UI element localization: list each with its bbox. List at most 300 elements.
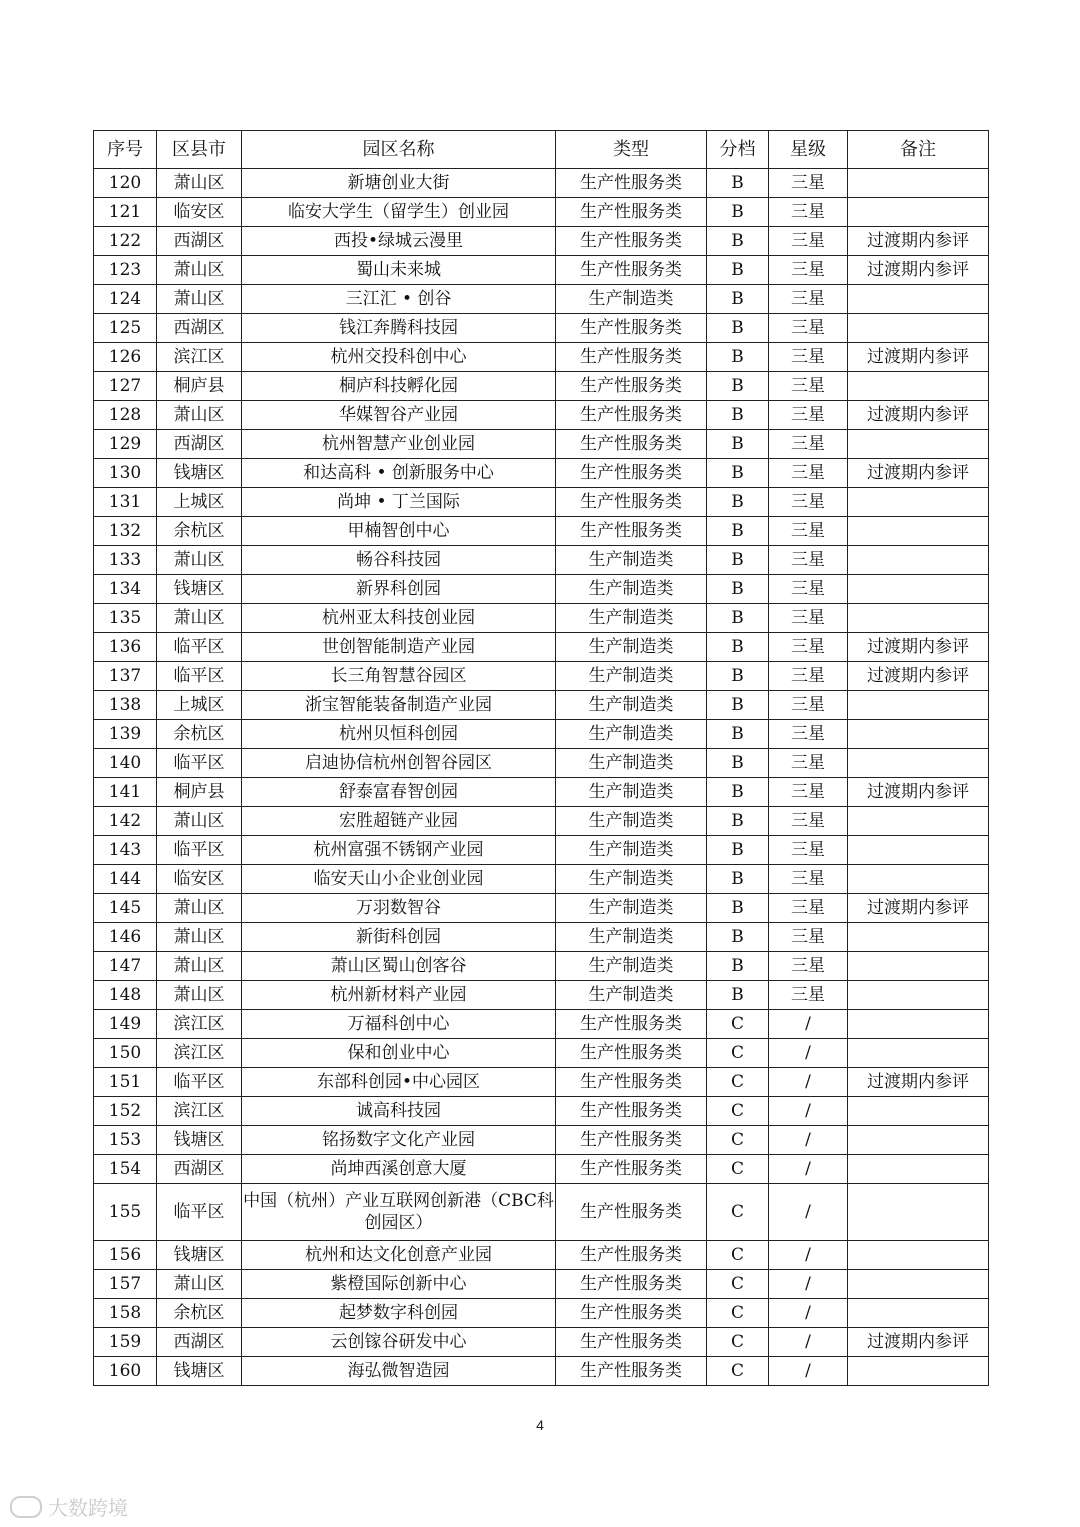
cell-index: 132	[94, 517, 157, 546]
header-type: 类型	[556, 131, 707, 169]
cell-remark	[848, 1241, 989, 1270]
cell-tier: B	[707, 604, 769, 633]
cell-remark	[848, 923, 989, 952]
cell-index: 142	[94, 807, 157, 836]
cell-district: 钱塘区	[157, 575, 242, 604]
cell-remark	[848, 952, 989, 981]
cell-star-level: 三星	[769, 401, 848, 430]
cell-park-name: 萧山区蜀山创客谷	[242, 952, 556, 981]
cell-index: 143	[94, 836, 157, 865]
cell-type: 生产制造类	[556, 749, 707, 778]
cell-tier: B	[707, 662, 769, 691]
cell-tier: B	[707, 314, 769, 343]
cell-district: 钱塘区	[157, 1241, 242, 1270]
cell-type: 生产性服务类	[556, 343, 707, 372]
table-row	[94, 778, 989, 807]
cell-remark	[848, 1357, 989, 1386]
cell-type: 生产性服务类	[556, 459, 707, 488]
cell-tier: B	[707, 430, 769, 459]
cell-remark	[848, 488, 989, 517]
cell-type: 生产制造类	[556, 894, 707, 923]
cell-index: 150	[94, 1039, 157, 1068]
cell-remark	[848, 1010, 989, 1039]
cell-park-name: 西投•绿城云漫里	[242, 227, 556, 256]
cell-district: 萧山区	[157, 604, 242, 633]
cell-type: 生产性服务类	[556, 1039, 707, 1068]
cell-type: 生产制造类	[556, 807, 707, 836]
cell-type: 生产性服务类	[556, 1357, 707, 1386]
cell-tier: C	[707, 1241, 769, 1270]
cell-remark	[848, 1184, 989, 1241]
cell-star-level: 三星	[769, 807, 848, 836]
cell-type: 生产性服务类	[556, 1299, 707, 1328]
table-row	[94, 1068, 989, 1097]
cell-star-level: 三星	[769, 633, 848, 662]
cell-park-name: 启迪协信杭州创智谷园区	[242, 749, 556, 778]
cell-park-name: 钱江奔腾科技园	[242, 314, 556, 343]
cell-star-level: 三星	[769, 981, 848, 1010]
cell-district: 钱塘区	[157, 1357, 242, 1386]
cell-star-level: 三星	[769, 691, 848, 720]
cell-type: 生产制造类	[556, 633, 707, 662]
table-row	[94, 1299, 989, 1328]
cell-star-level: 三星	[769, 865, 848, 894]
cell-tier: B	[707, 488, 769, 517]
cell-district: 临平区	[157, 662, 242, 691]
cell-district: 滨江区	[157, 1097, 242, 1126]
cell-star-level: 三星	[769, 256, 848, 285]
cell-remark	[848, 430, 989, 459]
table-row	[94, 1328, 989, 1357]
cell-type: 生产制造类	[556, 662, 707, 691]
table-row	[94, 1357, 989, 1386]
cell-remark	[848, 314, 989, 343]
cell-district: 滨江区	[157, 1039, 242, 1068]
cell-type: 生产制造类	[556, 720, 707, 749]
cell-star-level: 三星	[769, 517, 848, 546]
table-row	[94, 952, 989, 981]
cell-remark	[848, 372, 989, 401]
cell-remark: 过渡期内参评	[848, 662, 989, 691]
cell-type: 生产性服务类	[556, 198, 707, 227]
cell-tier: C	[707, 1126, 769, 1155]
cell-index: 145	[94, 894, 157, 923]
cell-tier: B	[707, 169, 769, 198]
cell-district: 桐庐县	[157, 372, 242, 401]
cell-district: 萧山区	[157, 1270, 242, 1299]
cell-district: 西湖区	[157, 227, 242, 256]
cell-type: 生产性服务类	[556, 372, 707, 401]
cell-remark	[848, 749, 989, 778]
table-row	[94, 430, 989, 459]
cell-park-name: 畅谷科技园	[242, 546, 556, 575]
cell-star-level: 三星	[769, 227, 848, 256]
cell-district: 西湖区	[157, 1328, 242, 1357]
cell-type: 生产性服务类	[556, 1270, 707, 1299]
table-row	[94, 720, 989, 749]
cell-district: 临安区	[157, 198, 242, 227]
cell-type: 生产性服务类	[556, 488, 707, 517]
cell-park-name: 浙宝智能装备制造产业园	[242, 691, 556, 720]
cell-type: 生产制造类	[556, 952, 707, 981]
cell-park-name: 海弘微智造园	[242, 1357, 556, 1386]
cell-district: 西湖区	[157, 430, 242, 459]
cell-index: 154	[94, 1155, 157, 1184]
cell-park-name: 临安天山小企业创业园	[242, 865, 556, 894]
cell-park-name: 长三角智慧谷园区	[242, 662, 556, 691]
cell-type: 生产性服务类	[556, 1126, 707, 1155]
table-row	[94, 894, 989, 923]
cell-star-level: /	[769, 1126, 848, 1155]
header-index: 序号	[94, 131, 157, 169]
cell-district: 萧山区	[157, 952, 242, 981]
cell-district: 萧山区	[157, 894, 242, 923]
cell-park-name: 蜀山未来城	[242, 256, 556, 285]
cell-type: 生产性服务类	[556, 517, 707, 546]
cell-star-level: 三星	[769, 662, 848, 691]
table-row	[94, 227, 989, 256]
cell-index: 151	[94, 1068, 157, 1097]
cell-district: 萧山区	[157, 981, 242, 1010]
cell-tier: B	[707, 546, 769, 575]
cell-remark: 过渡期内参评	[848, 227, 989, 256]
cell-tier: B	[707, 836, 769, 865]
watermark-text: 大数跨境	[48, 1496, 128, 1520]
cell-park-name: 杭州和达文化创意产业园	[242, 1241, 556, 1270]
cell-remark: 过渡期内参评	[848, 633, 989, 662]
table-row	[94, 285, 989, 314]
cell-index: 138	[94, 691, 157, 720]
cell-tier: B	[707, 749, 769, 778]
cell-district: 余杭区	[157, 517, 242, 546]
cell-park-name: 新界科创园	[242, 575, 556, 604]
table-row	[94, 633, 989, 662]
cell-tier: B	[707, 285, 769, 314]
cell-tier: B	[707, 952, 769, 981]
cell-district: 萧山区	[157, 401, 242, 430]
cell-index: 128	[94, 401, 157, 430]
cell-remark	[848, 169, 989, 198]
cell-remark	[848, 1155, 989, 1184]
cell-park-name: 起梦数字科创园	[242, 1299, 556, 1328]
cell-star-level: 三星	[769, 923, 848, 952]
table-row	[94, 865, 989, 894]
cell-district: 萧山区	[157, 546, 242, 575]
cell-index: 148	[94, 981, 157, 1010]
table-row	[94, 198, 989, 227]
cell-type: 生产性服务类	[556, 256, 707, 285]
cell-index: 159	[94, 1328, 157, 1357]
park-list-table	[93, 130, 989, 1386]
cell-tier: B	[707, 720, 769, 749]
cell-star-level: 三星	[769, 314, 848, 343]
cell-type: 生产制造类	[556, 575, 707, 604]
cell-district: 余杭区	[157, 720, 242, 749]
cell-tier: B	[707, 459, 769, 488]
cell-star-level: 三星	[769, 198, 848, 227]
cell-tier: C	[707, 1039, 769, 1068]
cell-district: 上城区	[157, 488, 242, 517]
cell-index: 140	[94, 749, 157, 778]
cell-park-name: 新街科创园	[242, 923, 556, 952]
cell-park-name: 三江汇 • 创谷	[242, 285, 556, 314]
cell-type: 生产制造类	[556, 981, 707, 1010]
cell-tier: B	[707, 372, 769, 401]
cell-district: 桐庐县	[157, 778, 242, 807]
cell-index: 160	[94, 1357, 157, 1386]
cell-park-name: 甲楠智创中心	[242, 517, 556, 546]
table-row	[94, 1039, 989, 1068]
cell-index: 124	[94, 285, 157, 314]
cell-index: 129	[94, 430, 157, 459]
cell-star-level: 三星	[769, 836, 848, 865]
cell-index: 125	[94, 314, 157, 343]
cell-tier: B	[707, 807, 769, 836]
cell-index: 134	[94, 575, 157, 604]
cell-star-level: 三星	[769, 169, 848, 198]
cell-star-level: /	[769, 1068, 848, 1097]
cell-star-level: 三星	[769, 430, 848, 459]
cell-tier: B	[707, 198, 769, 227]
cell-park-name: 诚高科技园	[242, 1097, 556, 1126]
table-row	[94, 314, 989, 343]
cell-type: 生产制造类	[556, 546, 707, 575]
cell-index: 152	[94, 1097, 157, 1126]
cell-type: 生产性服务类	[556, 1328, 707, 1357]
cell-star-level: 三星	[769, 343, 848, 372]
cell-type: 生产制造类	[556, 691, 707, 720]
cell-tier: B	[707, 575, 769, 604]
cell-star-level: /	[769, 1270, 848, 1299]
cell-type: 生产性服务类	[556, 314, 707, 343]
table-row	[94, 691, 989, 720]
cell-district: 临平区	[157, 749, 242, 778]
table-row	[94, 1097, 989, 1126]
cell-remark: 过渡期内参评	[848, 343, 989, 372]
cell-type: 生产性服务类	[556, 1068, 707, 1097]
cell-star-level: 三星	[769, 459, 848, 488]
cell-tier: B	[707, 894, 769, 923]
cell-type: 生产制造类	[556, 604, 707, 633]
cell-type: 生产性服务类	[556, 430, 707, 459]
cell-index: 155	[94, 1184, 157, 1241]
cell-park-name: 杭州新材料产业园	[242, 981, 556, 1010]
header-park-name: 园区名称	[242, 131, 556, 169]
cell-type: 生产性服务类	[556, 169, 707, 198]
cell-remark: 过渡期内参评	[848, 894, 989, 923]
cell-star-level: /	[769, 1241, 848, 1270]
cell-park-name: 桐庐科技孵化园	[242, 372, 556, 401]
cell-star-level: 三星	[769, 372, 848, 401]
cell-star-level: /	[769, 1097, 848, 1126]
cell-tier: B	[707, 923, 769, 952]
table-header-row	[94, 131, 989, 169]
cell-park-name: 世创智能制造产业园	[242, 633, 556, 662]
cell-index: 127	[94, 372, 157, 401]
cell-remark	[848, 1126, 989, 1155]
cell-district: 钱塘区	[157, 459, 242, 488]
cell-district: 上城区	[157, 691, 242, 720]
cell-remark: 过渡期内参评	[848, 401, 989, 430]
cell-index: 126	[94, 343, 157, 372]
cell-star-level: /	[769, 1299, 848, 1328]
cell-type: 生产性服务类	[556, 1097, 707, 1126]
cell-star-level: /	[769, 1328, 848, 1357]
cell-district: 萧山区	[157, 169, 242, 198]
cell-district: 临安区	[157, 865, 242, 894]
cell-park-name: 紫橙国际创新中心	[242, 1270, 556, 1299]
cell-index: 149	[94, 1010, 157, 1039]
table-row	[94, 923, 989, 952]
cell-remark: 过渡期内参评	[848, 1328, 989, 1357]
cell-district: 萧山区	[157, 807, 242, 836]
page-number: 4	[536, 1417, 544, 1433]
cell-remark: 过渡期内参评	[848, 256, 989, 285]
table-row	[94, 256, 989, 285]
cell-remark	[848, 1097, 989, 1126]
cell-star-level: /	[769, 1010, 848, 1039]
cell-district: 萧山区	[157, 256, 242, 285]
cell-remark	[848, 836, 989, 865]
table-row	[94, 662, 989, 691]
cell-index: 157	[94, 1270, 157, 1299]
header-tier: 分档	[707, 131, 769, 169]
table-row	[94, 981, 989, 1010]
cell-index: 135	[94, 604, 157, 633]
cell-tier: C	[707, 1328, 769, 1357]
cell-tier: B	[707, 517, 769, 546]
cell-index: 147	[94, 952, 157, 981]
table-row	[94, 807, 989, 836]
table-row	[94, 372, 989, 401]
cell-type: 生产性服务类	[556, 227, 707, 256]
watermark-logo-icon	[10, 1496, 42, 1518]
watermark	[10, 1492, 128, 1521]
header-remark: 备注	[848, 131, 989, 169]
cell-type: 生产制造类	[556, 836, 707, 865]
cell-remark	[848, 604, 989, 633]
cell-remark	[848, 720, 989, 749]
cell-index: 123	[94, 256, 157, 285]
cell-park-name: 华媒智谷产业园	[242, 401, 556, 430]
cell-district: 临平区	[157, 1068, 242, 1097]
cell-park-name: 云创镓谷研发中心	[242, 1328, 556, 1357]
cell-star-level: 三星	[769, 604, 848, 633]
cell-star-level: /	[769, 1184, 848, 1241]
cell-park-name: 舒泰富春智创园	[242, 778, 556, 807]
cell-remark	[848, 198, 989, 227]
cell-type: 生产性服务类	[556, 1010, 707, 1039]
cell-index: 133	[94, 546, 157, 575]
cell-index: 146	[94, 923, 157, 952]
cell-park-name: 杭州富强不锈钢产业园	[242, 836, 556, 865]
cell-star-level: /	[769, 1039, 848, 1068]
table-row	[94, 1270, 989, 1299]
cell-type: 生产性服务类	[556, 1184, 707, 1241]
cell-park-name: 临安大学生（留学生）创业园	[242, 198, 556, 227]
cell-district: 萧山区	[157, 923, 242, 952]
cell-star-level: 三星	[769, 952, 848, 981]
cell-park-name: 铭扬数字文化产业园	[242, 1126, 556, 1155]
cell-tier: B	[707, 981, 769, 1010]
cell-star-level: 三星	[769, 894, 848, 923]
cell-district: 萧山区	[157, 285, 242, 314]
cell-index: 130	[94, 459, 157, 488]
cell-district: 西湖区	[157, 314, 242, 343]
cell-remark	[848, 1270, 989, 1299]
cell-park-name: 宏胜超链产业园	[242, 807, 556, 836]
cell-remark: 过渡期内参评	[848, 1068, 989, 1097]
cell-tier: C	[707, 1270, 769, 1299]
cell-star-level: 三星	[769, 285, 848, 314]
table-row	[94, 546, 989, 575]
cell-park-name: 尚坤西溪创意大厦	[242, 1155, 556, 1184]
cell-type: 生产制造类	[556, 923, 707, 952]
cell-tier: B	[707, 401, 769, 430]
cell-type: 生产制造类	[556, 778, 707, 807]
cell-index: 121	[94, 198, 157, 227]
cell-district: 余杭区	[157, 1299, 242, 1328]
cell-park-name: 保和创业中心	[242, 1039, 556, 1068]
table-row	[94, 749, 989, 778]
cell-park-name: 中国（杭州）产业互联网创新港（CBC科创园区）	[242, 1184, 556, 1241]
cell-star-level: 三星	[769, 720, 848, 749]
cell-type: 生产性服务类	[556, 1241, 707, 1270]
cell-index: 120	[94, 169, 157, 198]
table-row	[94, 1184, 989, 1241]
cell-park-name: 杭州交投科创中心	[242, 343, 556, 372]
table-row	[94, 488, 989, 517]
cell-park-name: 万福科创中心	[242, 1010, 556, 1039]
cell-index: 131	[94, 488, 157, 517]
cell-tier: C	[707, 1155, 769, 1184]
cell-type: 生产制造类	[556, 285, 707, 314]
cell-index: 156	[94, 1241, 157, 1270]
cell-park-name: 新塘创业大街	[242, 169, 556, 198]
cell-remark	[848, 1299, 989, 1328]
cell-star-level: 三星	[769, 546, 848, 575]
cell-type: 生产性服务类	[556, 1155, 707, 1184]
cell-tier: C	[707, 1068, 769, 1097]
cell-tier: B	[707, 778, 769, 807]
cell-type: 生产制造类	[556, 865, 707, 894]
cell-park-name: 杭州亚太科技创业园	[242, 604, 556, 633]
cell-tier: C	[707, 1010, 769, 1039]
cell-remark	[848, 575, 989, 604]
header-star-level: 星级	[769, 131, 848, 169]
cell-tier: B	[707, 633, 769, 662]
cell-park-name: 杭州贝恒科创园	[242, 720, 556, 749]
table-row	[94, 401, 989, 430]
cell-index: 153	[94, 1126, 157, 1155]
cell-district: 滨江区	[157, 343, 242, 372]
cell-remark: 过渡期内参评	[848, 459, 989, 488]
cell-tier: C	[707, 1184, 769, 1241]
cell-district: 临平区	[157, 1184, 242, 1241]
cell-remark	[848, 865, 989, 894]
cell-district: 临平区	[157, 836, 242, 865]
table-row	[94, 1241, 989, 1270]
cell-index: 139	[94, 720, 157, 749]
cell-park-name: 万羽数智谷	[242, 894, 556, 923]
cell-star-level: 三星	[769, 749, 848, 778]
table-row	[94, 459, 989, 488]
cell-star-level: 三星	[769, 778, 848, 807]
cell-park-name: 和达高科 • 创新服务中心	[242, 459, 556, 488]
cell-district: 滨江区	[157, 1010, 242, 1039]
cell-remark	[848, 807, 989, 836]
cell-star-level: /	[769, 1357, 848, 1386]
